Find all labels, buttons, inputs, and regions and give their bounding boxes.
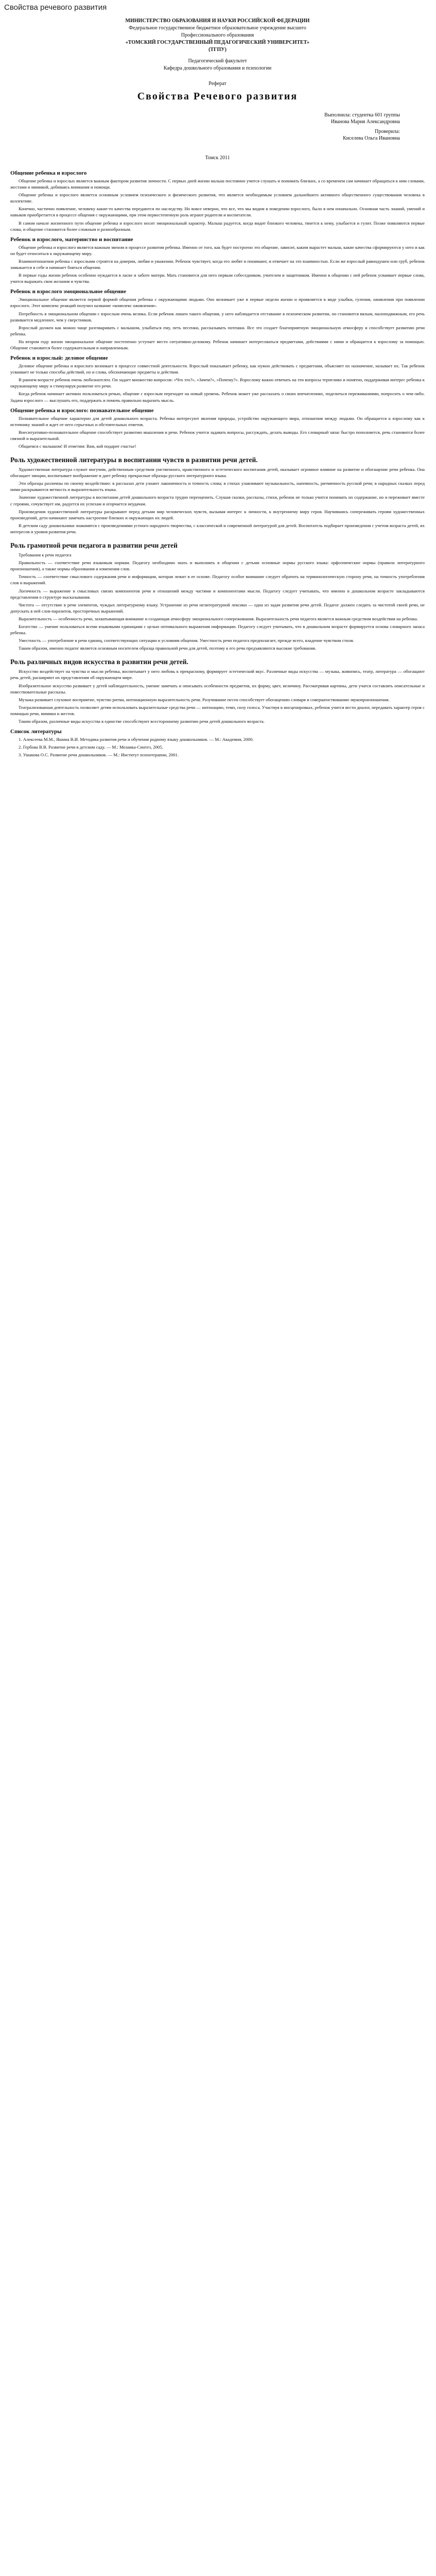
paragraph: В первые годы жизни ребенок особенно нуждается в ласке и заботе матери. Мать становится для него первым собеседником, учителем и защитником. Именно в общении с ней ребенок усваивает первые слова, учится выражать свои желания и чувства.: [10, 273, 425, 284]
signature-line-4: Киселева Ольга Ивановна: [343, 135, 400, 141]
paragraph: Искусство воздействует на чувства и мысли ребенка, воспитывает у него любовь к прекрасному, формирует эстетический вкус. Различные виды искусства — музыка, живопись, театр, литература — обогащают речь детей, расширяют их представления об окружающем мире.: [10, 669, 425, 681]
section: [10, 728, 425, 758]
paragraph: Логичность — выражение в смысловых связях компонентов речи и отношений между частями и компонентами мысли. Педагогу следует учитывать, что именно в дошкольном возрасте закладываются представления о структуре высказывания.: [10, 588, 425, 600]
paragraph: Богатство — умение пользоваться всеми языковыми единицами с целью оптимального выражения информации. Педагогу следует учитывать, что в дошкольном возрасте формируется основа словарного запаса ребенка.: [10, 623, 425, 636]
signature-line-2: Иванова Мария Александровна: [330, 119, 400, 125]
department: Кафедра дошкольного образования и психологии: [163, 65, 272, 71]
section: [10, 236, 425, 285]
university-name: «ТОМСКИЙ ГОСУДАРСТВЕННЫЙ ПЕДАГОГИЧЕСКИЙ УНИВЕРСИТЕТ»: [125, 40, 310, 45]
paragraph: В самом начале жизненного пути общение ребенка и взрослого носит эмоциональный характер. Малыш радуется, когда видит близкого человека, тянется к нему, улыбается и гулит. Позже появляются первые слова, и общение становится более сложным и разнообразным.: [10, 220, 425, 232]
paragraph: Правильность — соответствие речи языковым нормам. Педагогу необходимо знать и выполнять в общении с детьми основные нормы русского языка: орфоэпические нормы (правила литературного произношения), а также нормы образования и изменения слов.: [10, 560, 425, 572]
paragraph: В раннем возрасте ребенок очень любознателен. Он задает множество вопросов: «Что это?», «Зачем?», «Почему?». Взрослому важно отвечать на эти вопросы терпеливо и понятно, поддерживая интерес ребенка к окружающему миру и стимулируя развитие его речи.: [10, 377, 425, 389]
paragraph: В детском саду дошкольники знакомятся с произведениями устного народного творчества, с классической и современной литературой для детей. Воспитатель подбирает произведения с учетом возраста детей, их интересов и уровня развития речи.: [10, 522, 425, 534]
document-body: [10, 170, 425, 758]
section: [10, 657, 425, 724]
paragraph: Требования к речи педагога: [19, 552, 72, 558]
paragraph: Эти образцы различны по своему воздействию: в рассказах дети узнают лаконичность и точность слова; в стихах улавливают музыкальность, напевность, ритмичность русской речи; в народных сказках перед ними раскрываются меткость и выразительность языка.: [10, 481, 425, 493]
doc-title: Свойства Речевого развития: [137, 91, 298, 102]
paragraph: Взаимоотношения ребенка с взрослыми строятся на доверии, любви и уважении. Ребенок чувствует, когда его любят и понимают, и отвечает на это взаимностью. Если же взрослый равнодушен или груб, ребенок замыкается в себе и начинает бояться общения.: [10, 258, 425, 270]
university-abbr: (ТГПУ): [208, 47, 226, 53]
paragraph: Музыка развивает слуховое восприятие, чувство ритма, интонационную выразительность речи. Разучивание песен способствует обогащению словаря и совершенствованию звукопроизношения.: [19, 697, 390, 702]
paragraph: Эмоциональное общение является первой формой общения ребенка с окружающими людьми. Оно возникает уже в первые недели жизни и проявляется в виде улыбки, гуления, оживления при появлении взрослого. Этот комплекс реакций получил название «комплекс оживления».: [10, 297, 425, 309]
section-heading: Общение ребенка и взрослого: познавательное общение: [10, 407, 154, 414]
paragraph: Театрализованная деятельность позволяет детям использовать выразительные средства речи — интонацию, темп, силу голоса. Участвуя в инсценировках, ребенок учится вести диалог, передавать характер героя с помощью речи, мимики и жестов.: [10, 704, 425, 716]
paragraph: Произведения художественной литературы раскрывают перед детьми мир человеческих чувств, вызывая интерес к личности, к внутреннему миру героя. Научившись сопереживать героям художественных произведений, дети начинают замечать настроение близких и окружающих их людей.: [10, 509, 425, 520]
section-heading: Ребенок и взрослого эмоциональное общение: [10, 289, 127, 295]
paragraph: Общаемся с малышом! И отметим: Вам, кой подарит счастье!: [19, 444, 136, 449]
paragraph: Внеситуативно-познавательное общение способствует развитию мышления и речи. Ребенок учится задавать вопросы, рассуждать, делать выводы. Его словарный запас быстро пополняется, речь становится более связной и выразительной.: [10, 429, 425, 441]
paragraph: Общение ребенка и взрослого является важным звеном в процессе развития ребенка. Именно от того, как будет построено это общение, зависит, каким вырастет малыш, какие качества сформируются у него и как он будет относиться к окружающему миру.: [10, 244, 425, 256]
section: [10, 289, 425, 351]
signature-line-3: Проверила:: [375, 129, 400, 134]
section-heading: Роль различных видов искусства в развитии речи детей.: [10, 658, 188, 666]
paragraph: Потребность в эмоциональном общении с взрослым очень велика. Если ребенок лишен такого общения, у него наблюдается отставание в психическом развитии, он становится вялым, малоподвижным, его речь развивается медленнее, чем у сверстников.: [10, 311, 425, 323]
section-heading: Роль грамотной речи педагога в развитии речи детей: [10, 541, 178, 550]
section: [10, 170, 425, 232]
paragraph: Деловое общение ребенка и взрослого возникает в процессе совместной деятельности. Взрослый показывает ребенку, как нужно действовать с предметами, объясняет их назначение, называет их. Так ребенок усваивает не только способы действий, но и слова, обозначающие предметы и действия.: [10, 363, 425, 375]
paragraph: Изобразительное искусство развивает у детей наблюдательность, умение замечать и описывать особенности предметов, их форму, цвет, величину. Рассматривая картины, дети учатся составлять описательные и повествовательные рассказы.: [10, 683, 425, 694]
paragraph: Чистота — отсутствие в речи элементов, чуждых литературному языку. Устранение из речи нелитературной лексики — одна из задач развития речи детей. Педагог должен следить за чистотой своей речи, не допускать в ней слов-паразитов, просторечных выражений.: [10, 602, 425, 614]
signature-block: [10, 112, 425, 142]
section: [10, 541, 425, 651]
doc-type: Реферат: [208, 81, 226, 87]
section-heading: Список литературы: [10, 728, 62, 735]
paragraph: Уместность — употребление в речи единиц, соответствующих ситуации и условиям общения. Уместность речи педагога предполагает, прежде всего, владение чувством стиля.: [19, 638, 354, 643]
page-title: Свойства речевого развития: [4, 3, 107, 12]
paragraph: Когда ребенок начинает активно пользоваться речью, общение с взрослым переходит на новый уровень. Ребенок может уже рассказать о своих впечатлениях, поделиться переживаниями, попросить о чем-либо. Задача взрослого — выслушать его, поддержать и помочь правильно выразить мысль.: [10, 391, 425, 403]
paragraph: Значение художественной литературы в воспитании детей дошкольного возраста трудно переоценить. Слушая сказки, рассказы, стихи, ребенок не только учится понимать их содержание, но и переживает вместе с героями, сочувствует им, радуется их успехам и огорчается неудачам.: [10, 495, 425, 506]
paragraph: Взрослый должен как можно чаще разговаривать с малышом, улыбаться ему, петь песенки, рассказывать потешки. Все это создает благоприятную эмоциональную атмосферу и способствует развитию речи ребенка.: [10, 325, 425, 336]
paragraph: На втором году жизни эмоциональное общение постепенно уступает место ситуативно-деловому. Ребенок начинает интересоваться предметами, действиями с ними и обращается к взрослому за помощью. Общение становится более содержательным и направленным.: [10, 338, 425, 350]
paragraph: 2. Гербова В.В. Развитие речи в детском саду. — М.: Мозаика-Синтез, 2005.: [19, 744, 163, 750]
paragraph: 3. Ушакова О.С. Развитие речи дошкольников. — М.: Институт психотерапии, 2001.: [19, 752, 179, 758]
paragraph: Общение ребенка и взрослого является основным условием психического и физического развития, что является необходимым условием дальнейшего активного общественного существования человека в коллективе.: [10, 192, 425, 204]
paragraph: Таким образом, различные виды искусства в единстве способствуют всестороннему развитию речи детей дошкольного возраста.: [19, 719, 265, 724]
section: [10, 355, 425, 403]
city-year: Томск 2011: [205, 155, 230, 161]
paragraph: Точность — соответствие смыслового содержания речи и информации, которая лежит в ее основе. Педагогу особое внимание следует обратить на терминологическую сторону речи, на точность употребления слов и выражений.: [10, 574, 425, 586]
paragraph: 1. Алексеева М.М., Яшина В.И. Методика развития речи и обучения родному языку дошкольников. — М.: Академия, 2000.: [19, 737, 254, 742]
paragraph: Познавательное общение характерно для детей дошкольного возраста. Ребенка интересуют явления природы, устройство окружающего мира, отношения между людьми. Он обращается к взрослому как к источнику знаний и ждет от него серьезных и обстоятельных ответов.: [10, 415, 425, 427]
paragraph: Выразительность — особенность речи, захватывающая внимание и создающая атмосферу эмоционального сопереживания. Выразительность речи педагога является важным средством воздействия на ребенка.: [19, 616, 418, 621]
section-heading: Общение ребенка и взрослого: [10, 170, 87, 176]
section: [10, 455, 425, 535]
section-heading: Ребенок и взрослого, материнство и воспитание: [10, 236, 133, 243]
section-heading: Роль художественной литературы в воспитании чувств в развитии речи детей.: [10, 456, 258, 464]
document: [10, 18, 425, 759]
section-heading: Ребенок и взрослый: деловое общение: [10, 355, 108, 362]
signature-line-1: Выполнила: студентка 601 группы: [324, 112, 400, 118]
paragraph: Таким образом, именно педагог является основным носителем образца правильной речи для детей, поэтому к его речи предъявляются высокие требования.: [19, 646, 317, 651]
agency-line-2: Профессионального образования: [181, 32, 254, 38]
agency-line: Федеральное государственное бюджетное образовательное учреждение высшего: [129, 25, 306, 31]
paragraph: Конечно, частично появление, человеку какие-то качества передаются по наследству. Но вовсе неверно, что все, что мы видим в поведении взрослого, было в нем изначально. Основная часть знаний, умений и навыков приобретается в процессе общения с окружающими, при этом первостепенную роль играют родители и воспитатели.: [10, 206, 425, 218]
paragraph: Художественная литература служит могучим, действенным средством умственного, нравственного и эстетического воспитания детей, оказывает огромное влияние на развитие и обогащение речи ребенка. Она обогащает эмоции, воспитывает воображение и дает ребенку прекрасные образцы русского литературного языка.: [10, 467, 425, 479]
faculty: Педагогический факультет: [188, 58, 247, 64]
section: [10, 408, 425, 449]
ministry-line: МИНИСТЕРСТВО ОБРАЗОВАНИЯ И НАУКИ РОССИЙСКОЙ ФЕДЕРАЦИИ: [125, 18, 310, 24]
paragraph: Общение ребенка и взрослых является важным фактором развития личности. С первых дней жизни малыш постоянно учится слушать и понимать близких, а со временем сам начинает обращаться к ним словами, жестами и мимикой, добиваясь внимания и помощи.: [10, 178, 425, 190]
